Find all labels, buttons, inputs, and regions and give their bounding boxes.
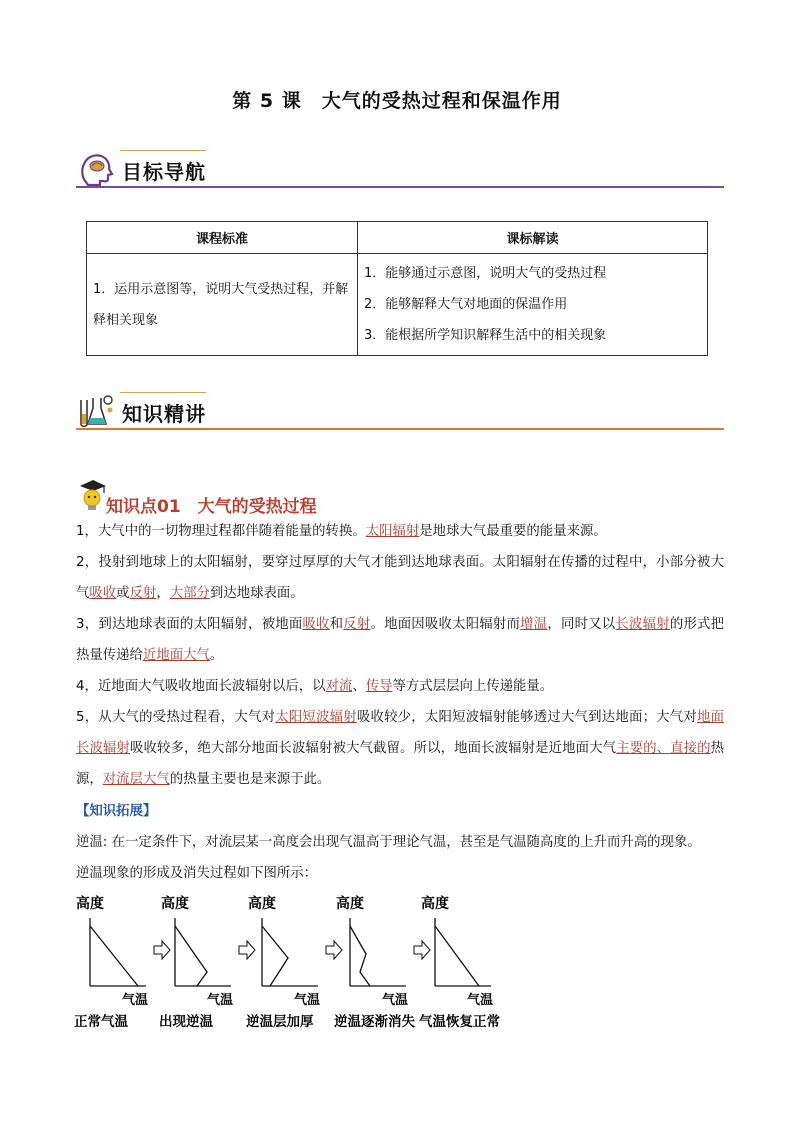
interpretation-item: 1．能够通过示意图，说明大气的受热过程 [364,266,607,281]
paragraph-4 [76,671,724,702]
curriculum-table [86,221,708,356]
keyword: 反射 [129,586,157,601]
diagram-panel [419,895,500,1030]
arrow-right-icon [414,941,430,959]
interpretation-item: 3．能根据所学知识解释生活中的相关现象 [364,328,607,343]
text: 到达地球表面。 [209,586,304,601]
paragraph-2 [76,547,724,609]
temperature-profile-line [90,926,138,986]
text: 等方式层层向上传递能量。 [392,679,554,694]
y-axis-label: 高度 [161,896,189,912]
table-header-interpretation: 课标解读 [358,222,708,254]
temperature-profile-line [262,926,288,986]
keyword: 近地面大气 [142,648,210,663]
arrow-right-icon [326,941,342,959]
keyword: 吸收 [89,586,117,601]
keyword: 增温 [520,617,548,632]
extension-intro: 逆温现象的形成及消失过程如下图所示： [76,866,318,881]
arrow-right-icon [239,941,255,959]
header-accent-line [120,150,206,151]
section-knowledge-title: 知识精讲 [122,402,206,426]
y-axis-label: 高度 [421,896,449,912]
x-axis-label: 气温 [382,993,409,1008]
stage-label: 逆温层加厚 [246,1014,314,1030]
text: 、 [352,679,366,694]
text: 热源， [76,741,725,787]
keyword: 吸收 [302,617,330,632]
text: 是地球大气最重要的能量来源。 [419,524,607,539]
temperature-profile-line [350,926,370,986]
knowledge-point-name: 大气的受热过程 [197,497,317,517]
interpretation-cell [358,254,708,356]
keyword: 太阳辐射 [365,524,420,539]
text: 3，到达地球表面的太阳辐射，被地面 [76,617,303,632]
table-header-standard: 课程标准 [87,222,358,254]
section-goal-title: 目标导航 [122,160,206,184]
table-row [87,254,708,356]
paragraph-3 [76,609,724,671]
section-divider [76,428,724,430]
stage-label: 出现逆温 [159,1014,213,1030]
text: 的热量主要也是来源于此。 [169,772,331,787]
page-title: 第 5 课 大气的受热过程和保温作用 [232,90,562,112]
keyword: 太阳短波辐射 [275,710,357,725]
diagram-panel [246,895,342,1030]
text: 。 [209,648,224,663]
table-header-row [87,222,708,254]
x-axis-label: 气温 [122,993,149,1008]
extension-label: 【知识拓展】 [76,804,157,819]
diagram-panel [74,895,170,1030]
keyword: 长波辐射 [615,617,670,632]
keyword: 主要的、直接的 [616,741,711,756]
extension-tag [76,796,724,827]
x-axis-label: 气温 [207,993,234,1008]
y-axis-label: 高度 [336,896,364,912]
stage-label: 逆温逐渐消失 [334,1014,415,1030]
text: 和 [329,617,344,632]
diagram-panel [159,895,255,1030]
y-axis-label: 高度 [248,896,276,912]
interpretation-item: 2．能够解释大气对地面的保温作用 [364,297,568,312]
text: 。地面因吸收太阳辐射而 [370,617,521,632]
brain-head-icon [76,148,116,188]
stage-label: 正常气温 [74,1014,128,1030]
x-axis-label: 气温 [467,993,494,1008]
knowledge-point-title [106,492,317,517]
section-divider [76,186,724,188]
standard-cell: 1．运用示意图等，说明大气受热过程，并解释相关现象 [87,254,358,356]
text: 的形式把热量传递给 [76,617,725,663]
temperature-profile-line [435,926,479,986]
flask-icon [76,390,116,430]
paragraph-5 [76,702,724,795]
inversion-diagram [70,890,540,1040]
keyword: 对流层大气 [102,772,170,787]
section-knowledge-header [76,390,724,434]
text: 吸收较多，绝大部分地面长波辐射被大气截留。所以，地面长波辐射是近地面大气 [130,741,617,756]
y-axis-label: 高度 [76,896,104,912]
section-goal-header [76,148,724,192]
paragraph-1 [76,516,724,547]
text: 或 [116,586,130,601]
diagram-panel [334,895,430,1030]
text: ， [156,586,170,601]
knowledge-point-number: 知识点01 [106,497,181,517]
keyword: 大部分 [169,586,210,601]
arrow-right-icon [154,941,170,959]
keyword: 反射 [343,617,371,632]
keyword: 对流 [325,679,353,694]
x-axis-label: 气温 [294,993,321,1008]
text: 4，近地面大气吸收地面长波辐射以后，以 [76,679,326,694]
text: 5，从大气的受热过程看，大气对 [76,710,276,725]
header-accent-line [120,392,206,393]
lightbulb-graduate-icon [76,478,110,514]
stage-label: 气温恢复正常 [419,1014,500,1030]
keyword: 传导 [365,679,393,694]
keyword: 地面长波辐射 [76,710,725,756]
text: 1，大气中的一切物理过程都伴随着能量的转换。 [76,524,366,539]
text: ，同时又以 [547,617,616,632]
text: 吸收较少，太阳短波辐射能够透过大气到达地面；大气对 [356,710,698,725]
text: 2，投射到地球上的太阳辐射，要穿过厚厚的大气才能到达地球表面。太阳辐射在传播的过程中，小部分被大气 [76,555,724,601]
temperature-profile-line [175,926,207,986]
extension-definition: 逆温: 在一定条件下，对流层某一高度会出现气温高于理论气温，甚至是气温随高度的上升而升高的现象。 [76,835,701,850]
